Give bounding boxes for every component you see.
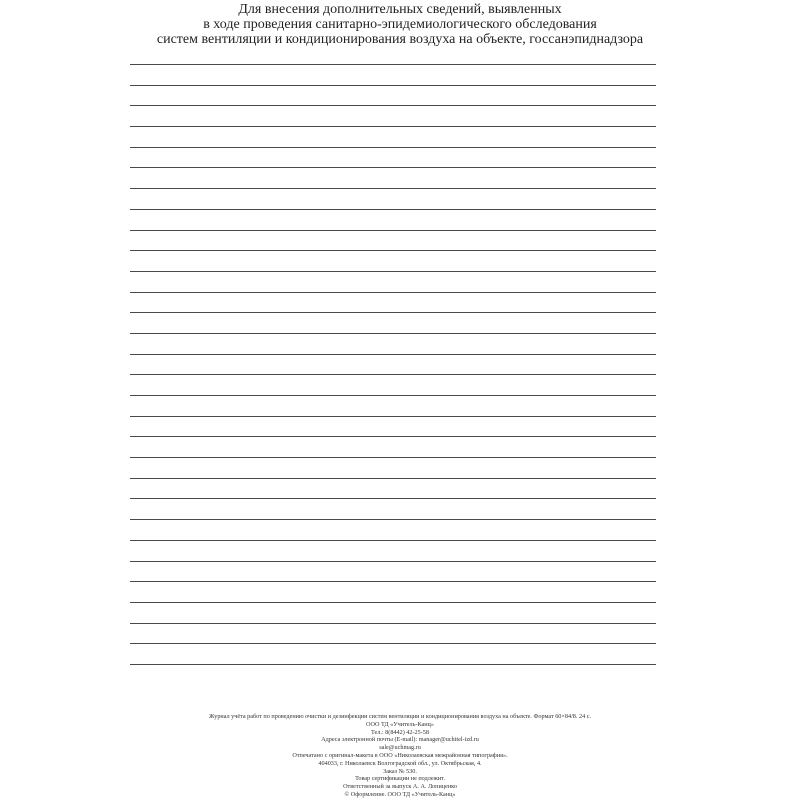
writing-line [130,602,656,603]
writing-line [130,374,656,375]
writing-line [130,292,656,293]
writing-line [130,643,656,644]
writing-line [130,395,656,396]
writing-line [130,457,656,458]
imprint-line: Журнал учёта работ по проведению очистки и дезинфекции систем вентиляции и кондиционирования воздуха на объекте. Формат 60×84/8. 24 с. [208,713,592,720]
ruled-writing-area [130,0,656,700]
writing-line [130,85,656,86]
writing-line [130,581,656,582]
imprint-line: © Оформление. ООО ТД «Учитель-Канц» [344,790,456,798]
imprint-line: Тел.: 8(8442) 42-25-58 [370,728,429,736]
publisher-imprint [150,713,650,799]
writing-line [130,498,656,499]
writing-line [130,623,656,624]
writing-line [130,209,656,210]
header-line: систем вентиляции и кондиционирования воздуха на объекте, госсанэпиднадзора [156,32,644,47]
imprint-line: ООО ТД «Учитель-Канц» [366,720,434,728]
imprint-line: Адреса электронной почты (E-mail): manager@uchitel-izd.ru [321,736,479,744]
writing-line [130,478,656,479]
header-line: в ходе проведения санитарно-эпидемиологического обследования [203,17,597,32]
writing-line [130,271,656,272]
imprint-line: Отпечатано с оригинал-макета в ООО «Николаевская межрайонная типография». [292,751,508,759]
writing-line [130,64,656,65]
imprint-line: Ответственный за выпуск А. А. Лопиценко [343,783,457,791]
writing-line [130,312,656,313]
imprint-line: 404033, г. Николаевск Волгоградской обл., ул. Октябрьская, 4. [318,759,482,767]
writing-line [130,519,656,520]
writing-line [130,126,656,127]
writing-line [130,333,656,334]
writing-line [130,167,656,168]
writing-line [130,416,656,417]
writing-line [130,540,656,541]
writing-line [130,354,656,355]
writing-line [130,188,656,189]
writing-line [130,664,656,665]
imprint-line: sale@uchmag.ru [379,744,421,752]
imprint-line: Заказ № 530. [383,767,417,775]
writing-line [130,436,656,437]
writing-line [130,250,656,251]
writing-line [130,147,656,148]
imprint-line: Товар сертификации не подлежит. [355,775,445,783]
header-line: Для внесения дополнительных сведений, выявленных [238,2,562,17]
writing-line [130,105,656,106]
writing-line [130,561,656,562]
writing-line [130,230,656,231]
